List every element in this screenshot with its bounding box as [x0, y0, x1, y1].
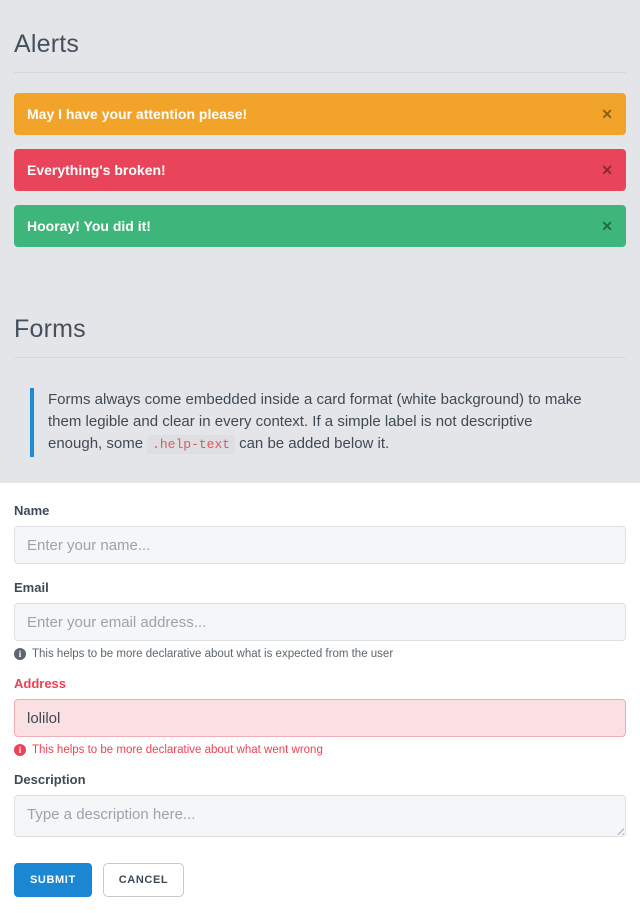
close-icon[interactable]: ✕ [601, 218, 613, 234]
forms-intro-note [30, 388, 588, 457]
name-input[interactable] [14, 526, 626, 564]
close-icon[interactable]: ✕ [601, 162, 613, 178]
email-label: Email [14, 580, 49, 595]
address-error-label: This helps to be more declarative about what went wrong [32, 744, 323, 756]
cancel-button[interactable]: CANCEL [103, 863, 184, 897]
description-field [14, 772, 626, 837]
description-label: Description [14, 772, 86, 787]
form-card [0, 483, 640, 913]
address-field [14, 676, 626, 756]
alert-warning-message: May I have your attention please! [27, 106, 248, 122]
submit-button[interactable]: SUBMIT [14, 863, 92, 897]
close-icon[interactable]: ✕ [601, 106, 613, 122]
address-label: Address [14, 676, 67, 691]
address-input[interactable] [14, 699, 626, 737]
alerts-list [14, 93, 626, 247]
address-error-text [14, 744, 626, 756]
alert-error [14, 149, 626, 191]
intro-text-after: can be added below it. [239, 435, 390, 452]
alert-error-message: Everything's broken! [27, 162, 166, 178]
name-label: Name [14, 503, 50, 518]
form-actions [14, 863, 626, 897]
name-field [14, 503, 626, 564]
alert-success-message: Hooray! You did it! [27, 218, 151, 234]
email-input[interactable] [14, 603, 626, 641]
error-info-icon: i [14, 744, 26, 756]
alert-success [14, 205, 626, 247]
forms-section-title: Forms [14, 261, 626, 358]
email-help-label: This helps to be more declarative about what is expected from the user [32, 648, 394, 660]
email-help-text [14, 648, 626, 660]
info-icon: i [14, 648, 26, 660]
alerts-section-title: Alerts [14, 0, 626, 73]
email-field [14, 580, 626, 660]
intro-text-before: Forms always come embedded inside a card format (white background) to make them legible and clear in every context. If a simple label is not descriptive enough, some [48, 391, 582, 452]
alert-warning [14, 93, 626, 135]
description-textarea[interactable] [14, 795, 626, 837]
help-text-code-chip: .help-text [147, 435, 235, 454]
